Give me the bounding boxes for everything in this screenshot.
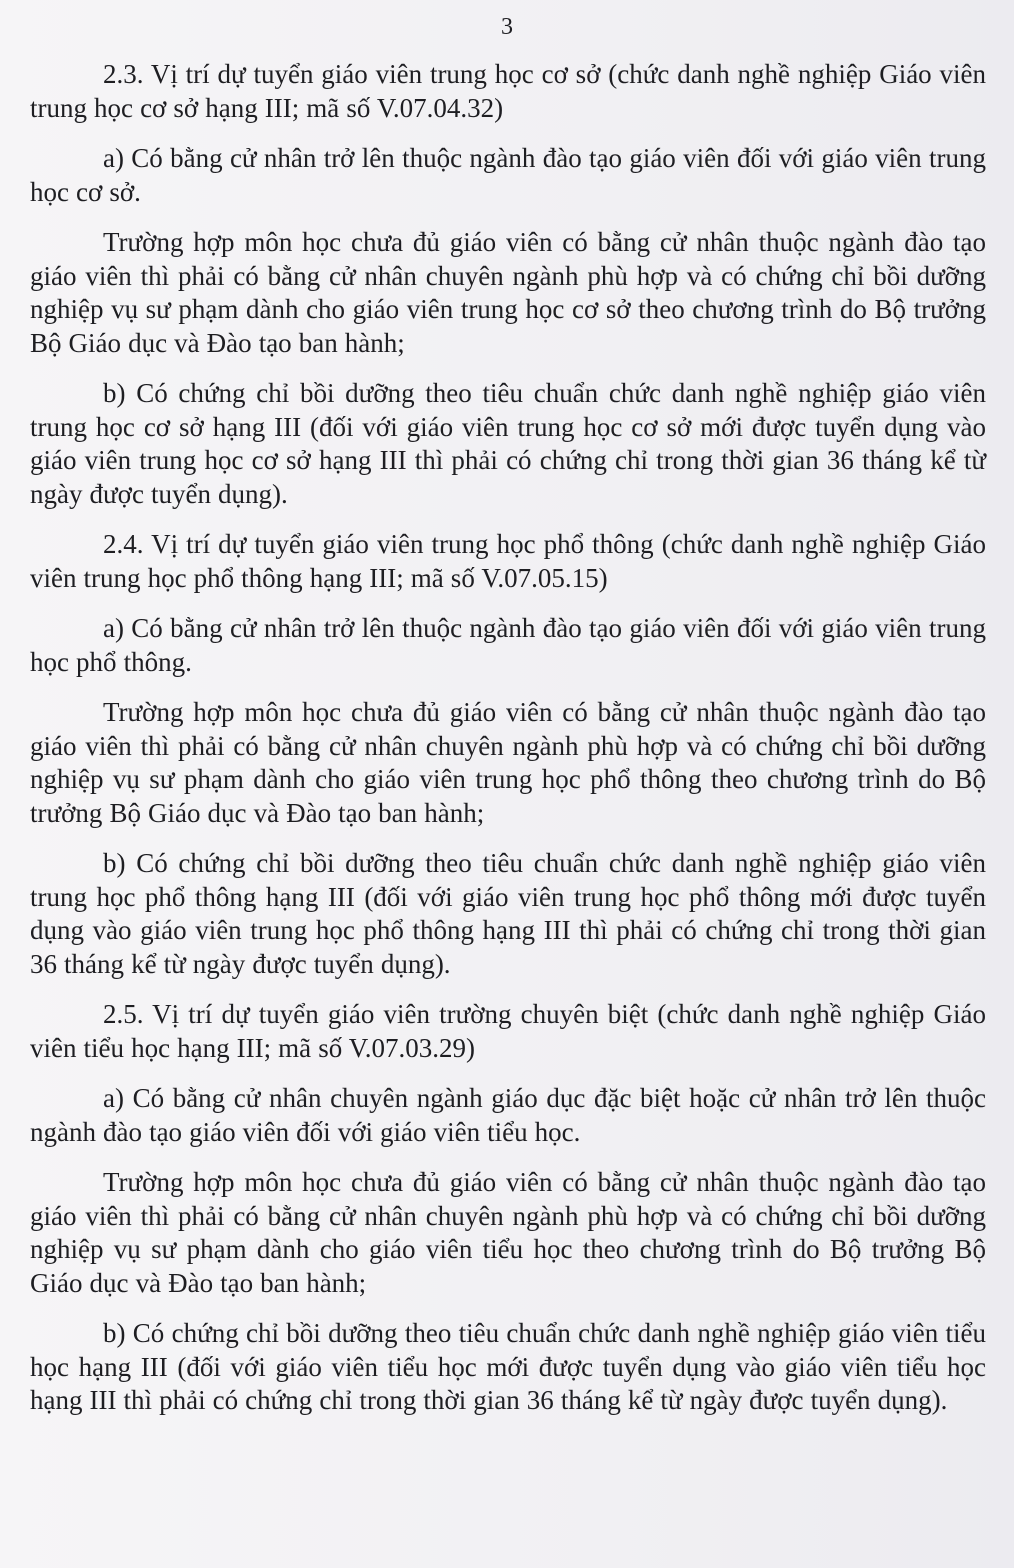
page-number: 3 [501,14,513,40]
document-body [30,58,986,1418]
paragraph-2-5-a: a) Có bằng cử nhân chuyên ngành giáo dục đặc biệt hoặc cử nhân trở lên thuộc ngành đào tạo giáo viên đối với giáo viên tiểu học. [30,1083,986,1147]
paragraph-2-4-b: b) Có chứng chỉ bồi dưỡng theo tiêu chuẩn chức danh nghề nghiệp giáo viên trung học phổ thông hạng III (đối với giáo viên trung học phổ thông mới được tuyển dụng vào giáo viên trung học phổ thông hạng III thì phải có chứng chỉ trong thời gian 36 tháng kể từ ngày được tuyển dụng). [30,848,986,979]
paragraph-2-4-exception: Trường hợp môn học chưa đủ giáo viên có bằng cử nhân thuộc ngành đào tạo giáo viên thì phải có bằng cử nhân chuyên ngành phù hợp và có chứng chỉ bồi dưỡng nghiệp vụ sư phạm dành cho giáo viên trung học phổ thông theo chương trình do Bộ trưởng Bộ Giáo dục và Đào tạo ban hành; [30,697,986,828]
paragraph-2-5-exception: Trường hợp môn học chưa đủ giáo viên có bằng cử nhân thuộc ngành đào tạo giáo viên thì phải có bằng cử nhân chuyên ngành phù hợp và có chứng chỉ bồi dưỡng nghiệp vụ sư phạm dành cho giáo viên tiểu học theo chương trình do Bộ trưởng Bộ Giáo dục và Đào tạo ban hành; [30,1167,986,1298]
section-heading-2-5: 2.5. Vị trí dự tuyển giáo viên trường chuyên biệt (chức danh nghề nghiệp Giáo viên tiểu học hạng III; mã số V.07.03.29) [30,999,986,1063]
section-heading-2-4: 2.4. Vị trí dự tuyển giáo viên trung học phổ thông (chức danh nghề nghiệp Giáo viên trung học phổ thông hạng III; mã số V.07.05.15) [30,529,986,593]
paragraph-2-3-exception: Trường hợp môn học chưa đủ giáo viên có bằng cử nhân thuộc ngành đào tạo giáo viên thì phải có bằng cử nhân chuyên ngành phù hợp và có chứng chỉ bồi dưỡng nghiệp vụ sư phạm dành cho giáo viên trung học cơ sở theo chương trình do Bộ trưởng Bộ Giáo dục và Đào tạo ban hành; [30,227,986,358]
section-heading-2-3: 2.3. Vị trí dự tuyển giáo viên trung học cơ sở (chức danh nghề nghiệp Giáo viên trung học cơ sở hạng III; mã số V.07.04.32) [30,59,986,123]
paragraph-2-3-a: a) Có bằng cử nhân trở lên thuộc ngành đào tạo giáo viên đối với giáo viên trung học cơ sở. [30,143,986,207]
paragraph-2-3-b: b) Có chứng chỉ bồi dưỡng theo tiêu chuẩn chức danh nghề nghiệp giáo viên trung học cơ sở hạng III (đối với giáo viên trung học cơ sở mới được tuyển dụng vào giáo viên trung học cơ sở hạng III thì phải có chứng chỉ trong thời gian 36 tháng kể từ ngày được tuyển dụng). [30,378,986,509]
paragraph-2-4-a: a) Có bằng cử nhân trở lên thuộc ngành đào tạo giáo viên đối với giáo viên trung học phổ thông. [30,613,986,677]
paragraph-2-5-b: b) Có chứng chỉ bồi dưỡng theo tiêu chuẩn chức danh nghề nghiệp giáo viên tiểu học hạng III (đối với giáo viên tiểu học mới được tuyển dụng vào giáo viên tiểu học hạng III thì phải có chứng chỉ trong thời gian 36 tháng kể từ ngày được tuyển dụng). [30,1318,986,1415]
